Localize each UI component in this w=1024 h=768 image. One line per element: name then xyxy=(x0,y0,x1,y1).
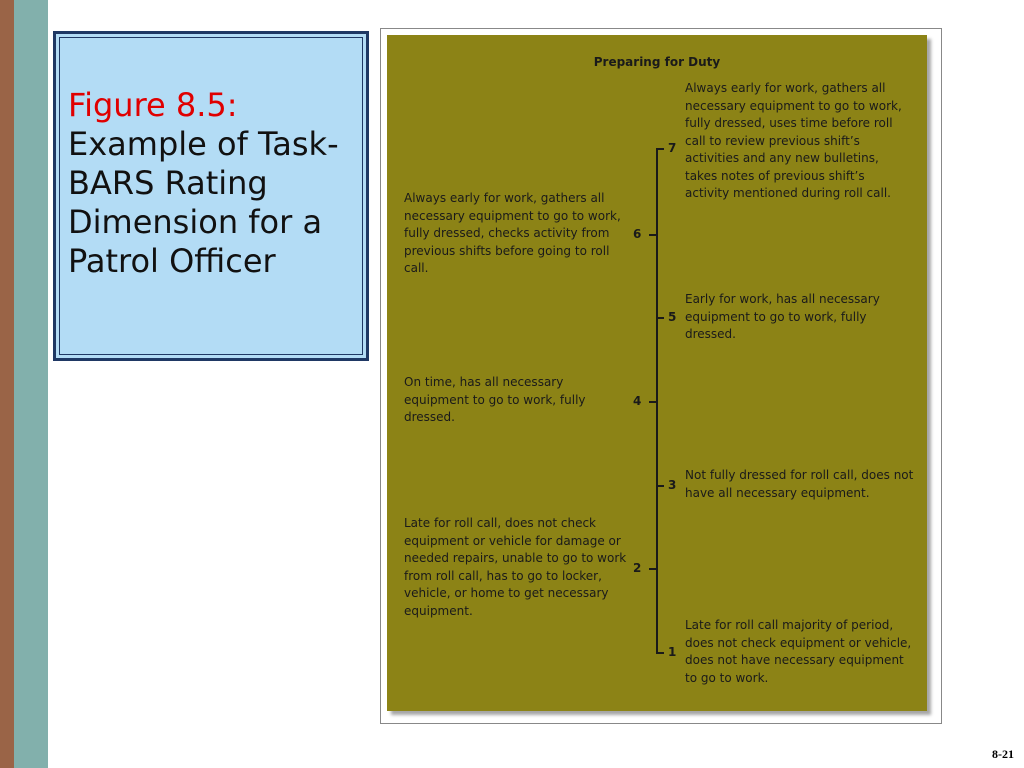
figure-title: Preparing for Duty xyxy=(593,55,721,69)
scale-number-7: 7 xyxy=(668,141,677,155)
side-stripe-brown xyxy=(0,0,14,768)
scale-tick-6 xyxy=(649,234,657,236)
side-stripe-teal xyxy=(14,0,48,768)
anchor-text-1: Late for roll call majority of period, does not check equipment or vehicle, does not have necessary equipment to go to work. xyxy=(685,618,912,685)
scale-tick-1 xyxy=(656,652,664,654)
scale-tick-5 xyxy=(656,317,664,319)
scale-tick-7 xyxy=(656,148,664,150)
scale-number-4: 4 xyxy=(633,394,642,408)
figure-caption: Example of Task- BARS Rating Dimension for a Patrol Officer xyxy=(68,125,339,280)
anchor-text-3: Not fully dressed for roll call, does not have all necessary equipment. xyxy=(685,468,914,500)
scale-tick-4 xyxy=(649,401,657,403)
slide-title xyxy=(68,86,356,281)
slide-number: 8-21 xyxy=(992,747,1014,761)
anchor-text-7: Always early for work, gathers all necessary equipment to go to work, fully dressed, uses time before roll call to review previous shift’s activities and any new bulletins, takes notes of previous shift’s activity mentioned during roll call. xyxy=(685,81,902,200)
scale-number-5: 5 xyxy=(668,310,677,324)
scale-tick-3 xyxy=(656,485,664,487)
anchor-text-4: On time, has all necessary equipment to go to work, fully dressed. xyxy=(404,375,586,424)
scale-number-6: 6 xyxy=(633,227,642,241)
scale-number-2: 2 xyxy=(633,561,642,575)
figure-label: Figure 8.5: xyxy=(68,86,238,124)
scale-tick-2 xyxy=(649,568,657,570)
slide-title-box xyxy=(53,31,369,361)
scale-number-3: 3 xyxy=(668,478,677,492)
anchor-text-5: Early for work, has all necessary equipment to go to work, fully dressed. xyxy=(685,292,880,341)
scale-number-1: 1 xyxy=(668,645,677,659)
bars-figure xyxy=(387,35,927,711)
anchor-text-6: Always early for work, gathers all necessary equipment to go to work, fully dressed, checks activity from previous shifts before going to roll call. xyxy=(404,191,621,275)
anchor-text-2: Late for roll call, does not check equipment or vehicle for damage or needed repairs, unable to go to work from roll call, has to go to locker, vehicle, or home to get necessary equipment. xyxy=(404,516,627,618)
